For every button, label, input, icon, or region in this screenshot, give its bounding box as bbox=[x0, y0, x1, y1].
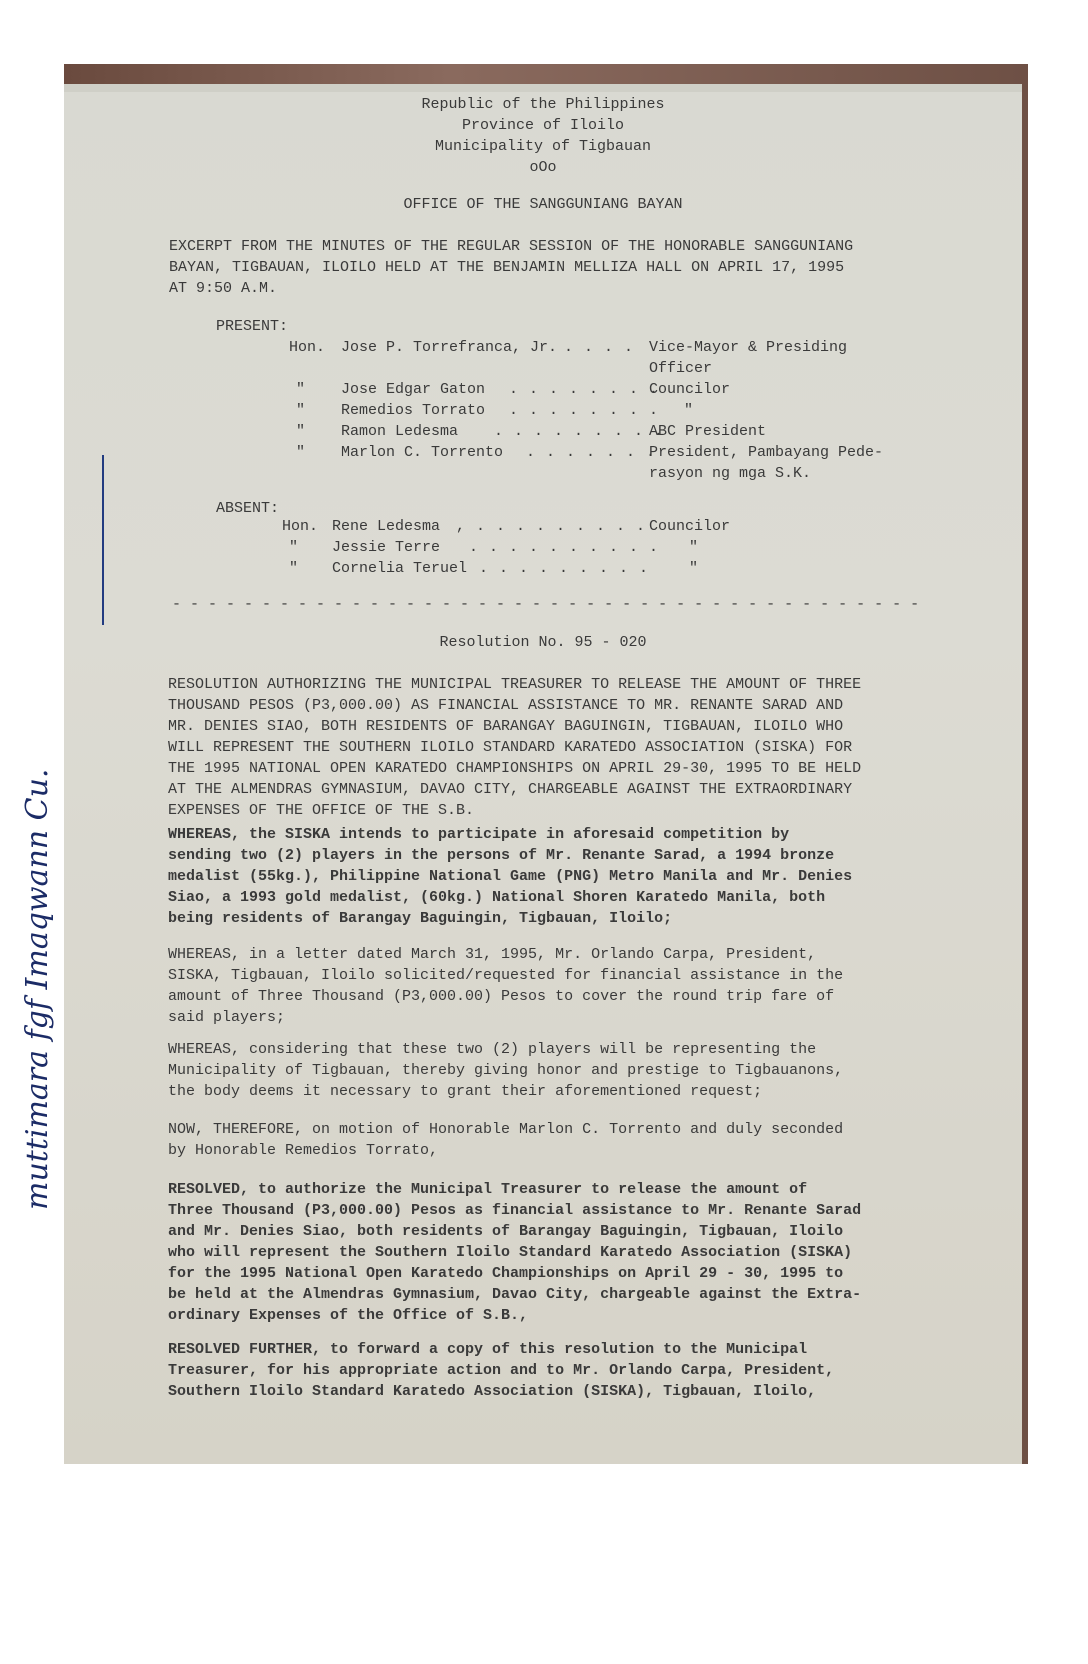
margin-vertical-line bbox=[102, 455, 104, 625]
present-prefix: " bbox=[296, 423, 306, 440]
now-therefore: NOW, THEREFORE, on motion of Honorable Marlon C. Torrento and duly seconded by Honorable Remedios Torrato, bbox=[168, 1121, 844, 1159]
resolution-number: Resolution No. 95 - 020 bbox=[439, 634, 647, 651]
present-role: ABC President bbox=[649, 423, 767, 440]
present-label: PRESENT: bbox=[216, 318, 289, 335]
absent-role: " bbox=[689, 560, 699, 577]
absent-role: " bbox=[689, 539, 699, 556]
header-province: Province of Iloilo bbox=[461, 117, 625, 134]
leader-dots: . . . . . . . . bbox=[509, 381, 660, 398]
whereas-2: WHEREAS, in a letter dated March 31, 1995, Mr. Orlando Carpa, President, SISKA, Tigbauan, Iloilo solicited/requested for financial assistance in the amount of Three Thousand (P3,000.00) Pesos to cover the round trip fare of said players; bbox=[168, 946, 844, 1026]
present-name: Jose P. Torrefranca, Jr. bbox=[341, 339, 558, 356]
header-municipality: Municipality of Tigbauan bbox=[434, 138, 652, 155]
office-title: OFFICE OF THE SANGGUNIANG BAYAN bbox=[403, 196, 683, 213]
present-name: Ramon Ledesma bbox=[341, 423, 459, 440]
present-role-cont: Officer bbox=[649, 360, 713, 377]
present-prefix: " bbox=[296, 381, 306, 398]
present-prefix: " bbox=[296, 444, 306, 461]
resolved-clause: RESOLVED, to authorize the Municipal Treasurer to release the amount of Three Thousand (P3,000.00) Pesos as financial assistance to Mr. Renante Sarad and Mr. Denies Siao, both residents of Barangay Baguingin, Tigbauan, Iloilo who will represent the Southern Iloilo Standard Karatedo Association (SISKA) for the 1995 National Open Karatedo Championships on April 29 - 30, 1995 to be held at the Almendras Gymnasium, Davao City, chargeable against the Extra- ordinary Expenses of the Office of S.B., bbox=[168, 1181, 862, 1324]
header-republic: Republic of the Philippines bbox=[421, 96, 665, 113]
present-role: President, Pambayang Pede- bbox=[649, 444, 884, 461]
absent-label: ABSENT: bbox=[216, 500, 280, 517]
present-name: Jose Edgar Gaton bbox=[341, 381, 486, 398]
leader-dots: . . . . . . . . . bbox=[479, 560, 650, 577]
handwritten-margin-note: muttimara fgf Imaqwann Cu. bbox=[20, 768, 55, 1210]
absent-name: Rene Ledesma bbox=[332, 518, 441, 535]
document-page bbox=[64, 84, 1022, 1464]
present-role-cont: rasyon ng mga S.K. bbox=[649, 465, 812, 482]
present-role: Vice-Mayor & Presiding bbox=[649, 339, 848, 356]
paper-edge bbox=[64, 84, 1022, 92]
absent-role: Councilor bbox=[649, 518, 731, 535]
leader-dots: . . . . . . . . . bbox=[494, 423, 665, 440]
absent-prefix: " bbox=[289, 539, 299, 556]
present-role: " bbox=[684, 402, 694, 419]
present-name: Marlon C. Torrento bbox=[341, 444, 504, 461]
leader-dots: . . . . . . . . . . bbox=[469, 539, 660, 556]
absent-prefix: Hon. bbox=[282, 518, 319, 535]
resolved-further: RESOLVED FURTHER, to forward a copy of this resolution to the Municipal Treasurer, for his appropriate action and to Mr. Orlando Carpa, President, Southern Iloilo Standard Karatedo Association (SISKA), Tigbauan, Iloilo, bbox=[168, 1341, 835, 1400]
leader-dots: , . . . . . . . . . bbox=[456, 518, 647, 535]
header-mark: oOo bbox=[529, 159, 557, 176]
present-prefix: Hon. bbox=[289, 339, 326, 356]
leader-dots: . . . . bbox=[564, 339, 635, 356]
absent-name: Cornelia Teruel bbox=[332, 560, 468, 577]
present-prefix: " bbox=[296, 402, 306, 419]
excerpt-line-3: AT 9:50 A.M. bbox=[169, 280, 278, 297]
leader-dots: . . . . . . . . bbox=[509, 402, 660, 419]
absent-name: Jessie Terre bbox=[332, 539, 441, 556]
resolution-title: RESOLUTION AUTHORIZING THE MUNICIPAL TREASURER TO RELEASE THE AMOUNT OF THREE THOUSAND PESOS (P3,000.00) AS FINANCIAL ASSISTANCE TO MR. RENANTE SARAD AND MR. DENIES SIAO, BOTH RESIDENTS OF BARANGAY BAGUINGIN, TIGBAUAN, ILOILO WHO WILL REPRESENT THE SOUTHERN ILOILO STANDARD KARATEDO ASSOCIATION (SISKA) FOR THE 1995 NATIONAL OPEN KARATEDO CHAMPIONSHIPS ON APRIL 29-30, 1995 TO BE HELD AT THE ALMENDRAS GYMNASIUM, DAVAO CITY, CHARGEABLE AGAINST THE EXTRAORDINARY EXPENSES OF THE OFFICE OF THE S.B. bbox=[168, 676, 862, 819]
present-role: Councilor bbox=[649, 381, 731, 398]
whereas-3: WHEREAS, considering that these two (2) players will be representing the Municipality of Tigbauan, thereby giving honor and prestige to Tigbauanons, the body deems it necessary to grant their aforementioned request; bbox=[168, 1041, 844, 1100]
leader-dots: . . . . . . . bbox=[526, 444, 657, 461]
excerpt-line-2: BAYAN, TIGBAUAN, ILOILO HELD AT THE BENJAMIN MELLIZA HALL ON APRIL 17, 1995 bbox=[169, 259, 845, 276]
whereas-1: WHEREAS, the SISKA intends to participate in aforesaid competition by sending two (2) players in the persons of Mr. Renante Sarad, a 1994 bronze medalist (55kg.), Philippine National Game (PNG) Metro Manila and Mr. Denies Siao, a 1993 gold medalist, (60kg.) National Shoren Karatedo Manila, both being residents of Barangay Baguingin, Tigbauan, Iloilo; bbox=[168, 826, 853, 927]
separator-line: - - - - - - - - - - - - - - - - - - - - - - - - - - - - - - - - - - - - - - - - - - bbox=[172, 596, 920, 613]
absent-prefix: " bbox=[289, 560, 299, 577]
excerpt-line-1: EXCERPT FROM THE MINUTES OF THE REGULAR SESSION OF THE HONORABLE SANGGUNIANG bbox=[169, 238, 854, 255]
present-name: Remedios Torrato bbox=[341, 402, 486, 419]
